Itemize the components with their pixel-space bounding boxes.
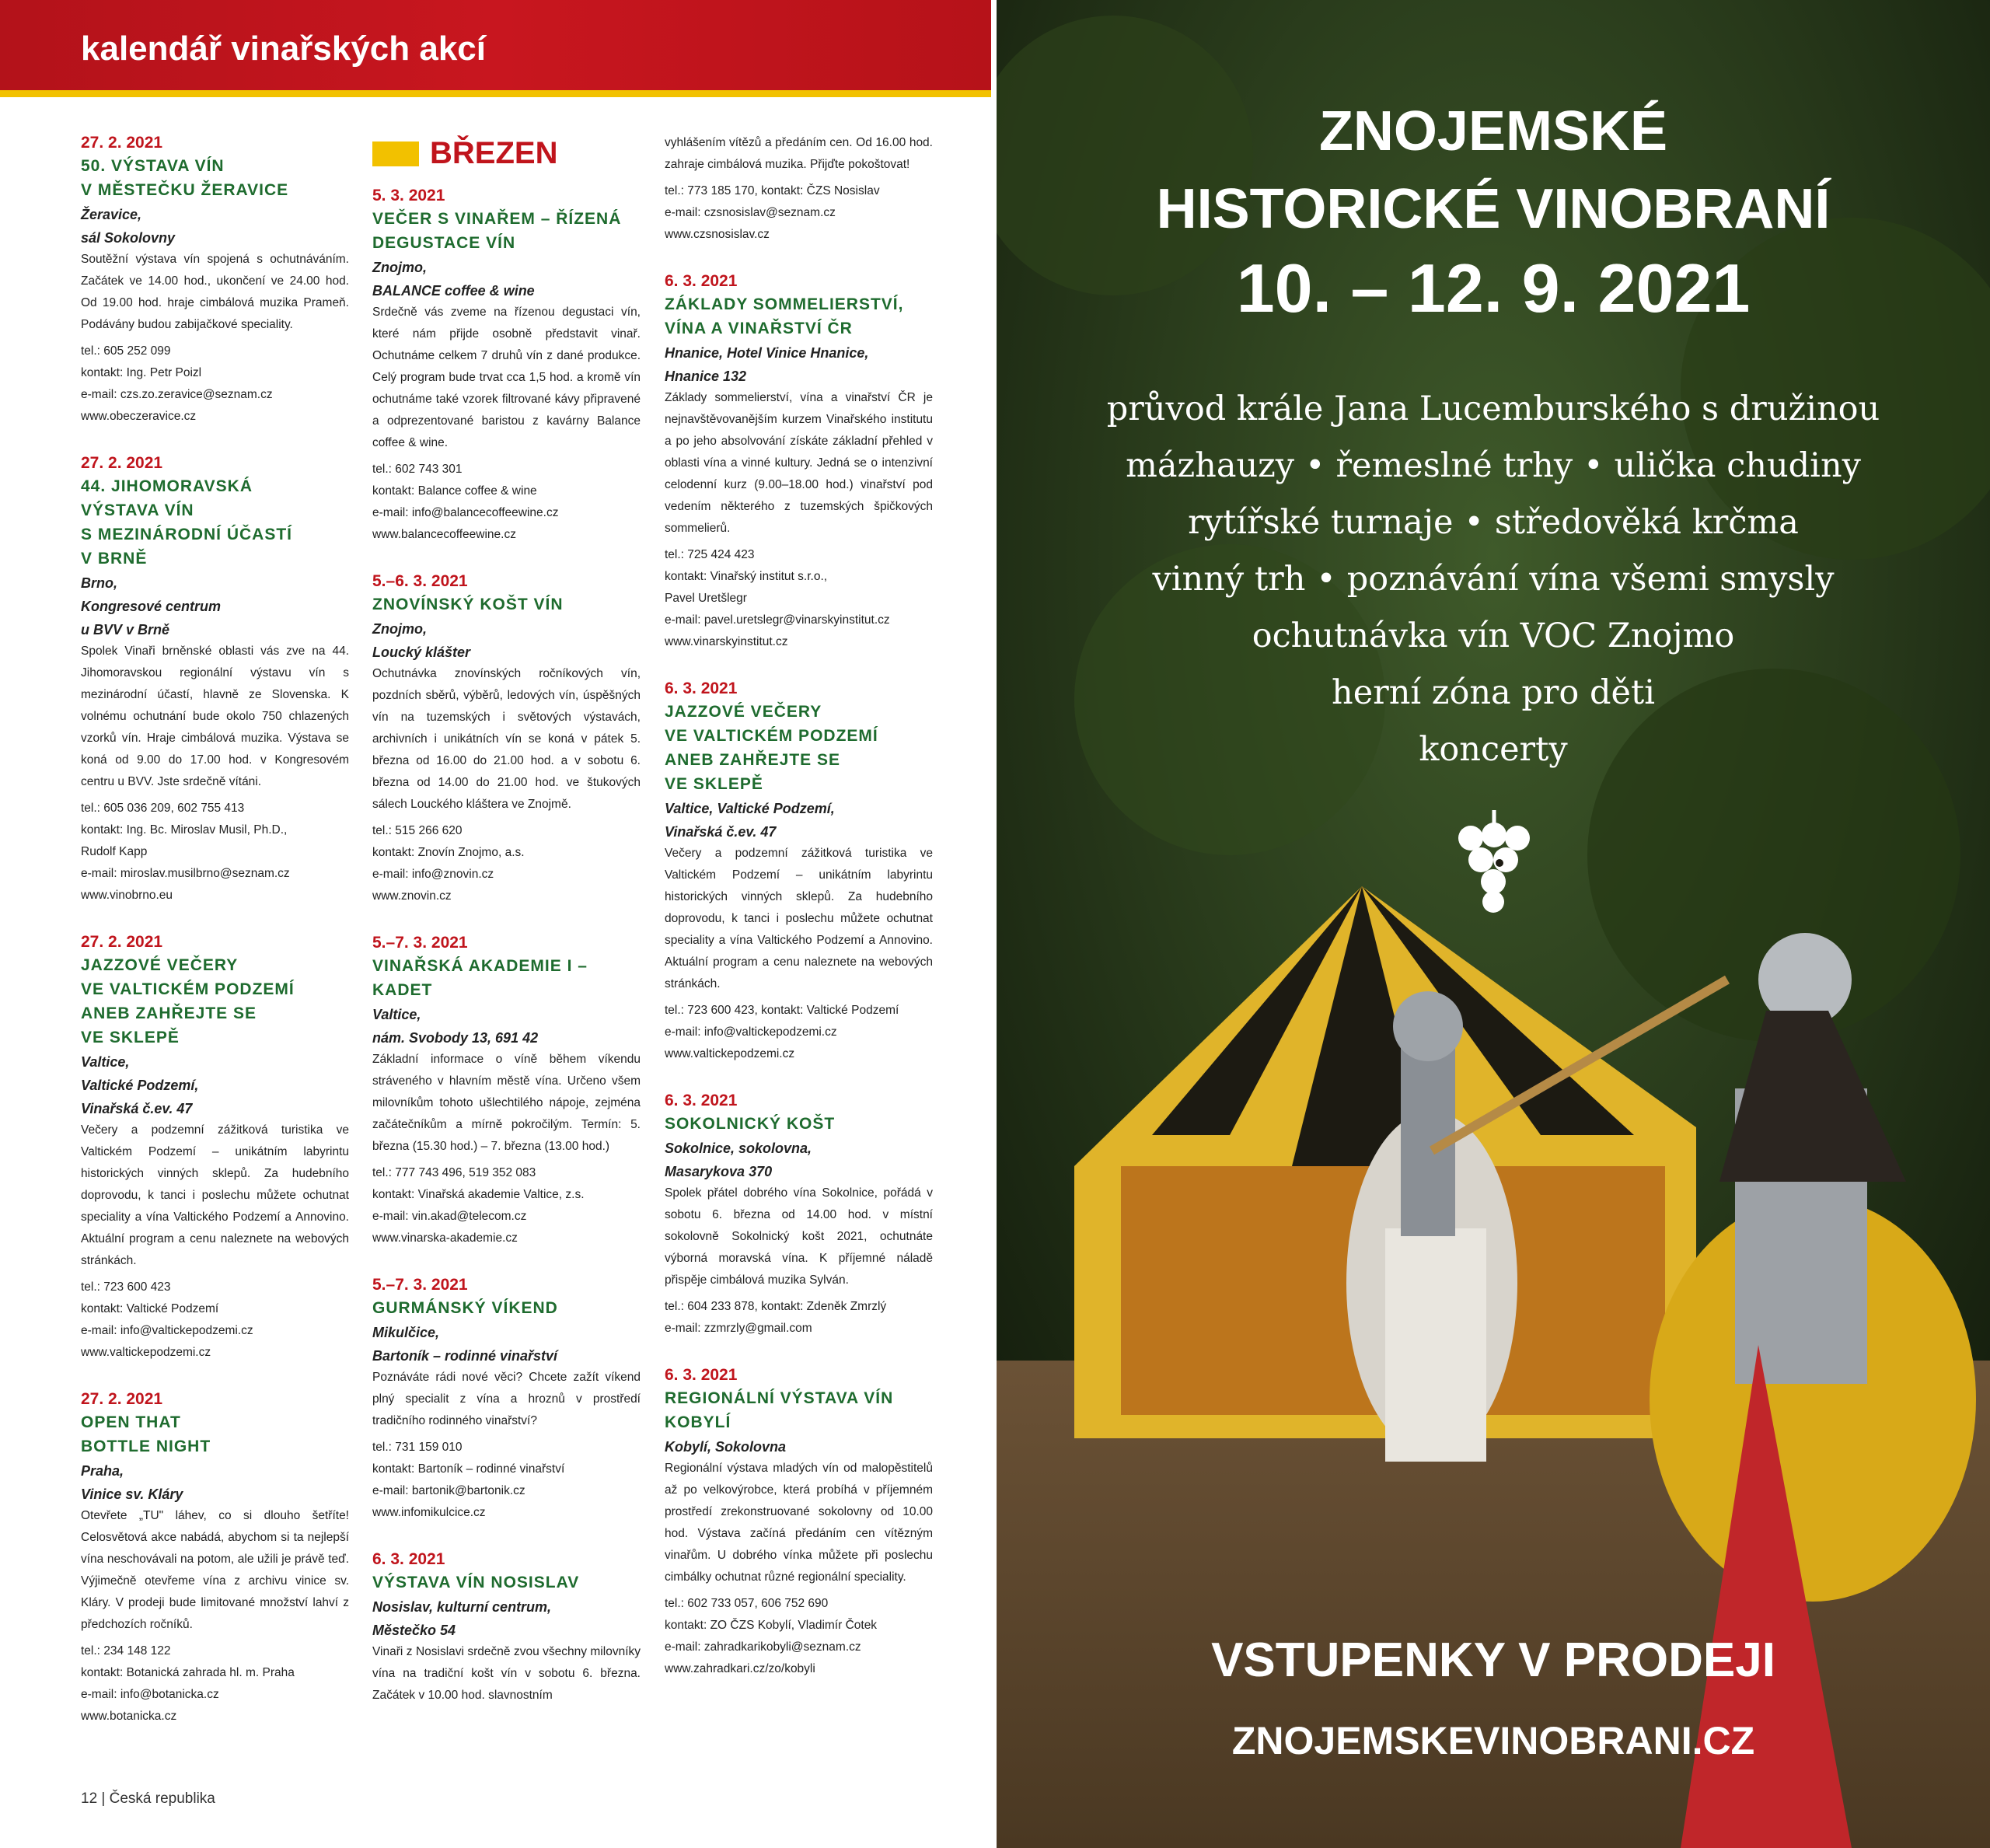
contact-line: kontakt: Znovín Znojmo, a.s.	[372, 846, 525, 859]
feature-line	[997, 438, 1990, 494]
month-heading	[372, 136, 641, 171]
event-title: DEGUSTACE VÍN	[372, 234, 516, 252]
event-title: ZÁKLADY SOMMELIERSTVÍ,	[665, 295, 904, 313]
event-venue: Valtické Podzemí,	[81, 1078, 199, 1093]
event-venue: Nosislav, kulturní centrum,	[372, 1599, 552, 1615]
event-contact	[665, 1296, 933, 1340]
separator-dot: •	[1305, 446, 1325, 485]
event-title: BOTTLE NIGHT	[81, 1438, 211, 1455]
contact-line: tel.: 234 148 122	[81, 1644, 171, 1658]
contact-link[interactable]: www.valtickepodzemi.cz	[81, 1346, 211, 1359]
contact-link[interactable]: e-mail: zzmrzly@gmail.com	[665, 1322, 812, 1335]
event-title: KOBYLÍ	[665, 1413, 731, 1431]
event-venue: Valtice,	[81, 1054, 130, 1070]
website-link[interactable]: ZNOJEMSKEVINOBRANI.CZ	[1231, 1719, 1755, 1762]
event-title: VÝSTAVA VÍN	[81, 501, 194, 519]
event-venue: Znojmo,	[372, 260, 427, 275]
event-item	[372, 1274, 641, 1524]
contact-line: tel.: 602 743 301	[372, 463, 463, 476]
event-description: Večery a podzemní zážitková turistika ve Valtickém Podzemí – unikátním labyrintu historických vinných sklepů. Za hudebního doprovodu, k tanci i poslechu můžete ochutnat speciality a vína Valtického Podzemí a Annovino. Aktuální program a cenu naleznete na webových stránkách.	[81, 1123, 349, 1267]
event-item	[372, 185, 641, 546]
contact-line: tel.: 605 036 209, 602 755 413	[81, 802, 245, 815]
calendar-column-2	[372, 132, 641, 1731]
event-date: 27. 2. 2021	[81, 933, 163, 951]
contact-line: kontakt: Vinařský institut s.r.o.,	[665, 570, 828, 583]
event-venue: Bartoník – rodinné vinařství	[372, 1348, 558, 1364]
grape-icon	[1451, 809, 1537, 917]
event-title: ZNOVÍNSKÝ KOŠT VÍN	[372, 596, 564, 613]
contact-line: tel.: 773 185 170, kontakt: ČZS Nosislav	[665, 184, 880, 197]
event-contact	[372, 1162, 641, 1249]
event-title: VEČER S VINAŘEM – ŘÍZENÁ	[372, 210, 622, 228]
contact-line: kontakt: Ing. Petr Poizl	[81, 366, 202, 379]
contact-link[interactable]: www.znovin.cz	[372, 889, 452, 903]
section-title: kalendář vinařských akcí	[81, 30, 486, 68]
contact-link[interactable]: e-mail: info@botanicka.cz	[81, 1688, 219, 1701]
contact-link[interactable]: www.vinobrno.eu	[81, 889, 173, 902]
event-item	[81, 931, 349, 1364]
contact-link[interactable]: www.zahradkari.cz/zo/kobyli	[665, 1662, 815, 1675]
event-contact	[81, 341, 349, 428]
event-contact	[81, 798, 349, 907]
event-continuation	[665, 132, 933, 246]
event-venue: Brno,	[81, 575, 117, 591]
contact-line: tel.: 602 733 057, 606 752 690	[665, 1597, 829, 1610]
event-description: Spolek Vinaři brněnské oblasti vás zve na 44. Jihomoravskou regionální výstavu vín s mezinárodní účastí, hlavně ze Slovenska. K volnému ochutnání bude okolo 750 chlazených vzorků vín. Hraje cimbálová muzika. Výstava se koná od 9.00 do 17.00 hod. v Kongresovém centru u BVV. Jste srdečně vítáni.	[81, 645, 349, 788]
event-venue: Hnanice 132	[665, 369, 747, 384]
contact-link[interactable]: e-mail: info@balancecoffeewine.cz	[372, 506, 559, 519]
event-date: 6. 3. 2021	[665, 272, 738, 290]
event-description: Večery a podzemní zážitková turistika ve Valtickém Podzemí – unikátním labyrintu historických vinných sklepů. Za hudebního doprovodu, k tanci i poslechu můžete ochutnat speciality a vína Valtického Podzemí a Annovino. Aktuální program a cenu naleznete na webových stránkách.	[665, 847, 933, 990]
event-item	[81, 452, 349, 907]
contact-link[interactable]: e-mail: vin.akad@telecom.cz	[372, 1210, 527, 1223]
contact-link[interactable]: e-mail: czs.zo.zeravice@seznam.cz	[81, 388, 273, 401]
month-marker	[372, 141, 419, 166]
event-date: 5.–6. 3. 2021	[372, 572, 468, 590]
contact-line: kontakt: ZO ČZS Kobylí, Vladimír Čotek	[665, 1619, 878, 1632]
contact-link[interactable]: www.vinarska-akademie.cz	[372, 1231, 518, 1245]
feature-line	[997, 721, 1990, 778]
poster-title-line-1: ZNOJEMSKÉ	[1318, 100, 1668, 162]
event-title: VE VALTICKÉM PODZEMÍ	[81, 980, 295, 998]
feature-item: průvod krále Jana Lucemburského s družinou	[1106, 390, 1880, 428]
feature-line	[997, 665, 1990, 721]
contact-link[interactable]: www.czsnosislav.cz	[665, 228, 770, 241]
contact-link[interactable]: e-mail: info@valtickepodzemi.cz	[81, 1324, 253, 1337]
event-contact	[81, 1640, 349, 1727]
contact-link[interactable]: www.valtickepodzemi.cz	[665, 1047, 795, 1060]
event-description: Regionální výstava mladých vín od malopěstitelů až po velkovýrobce, která probíhá v příjemném prostředí zrekonstruované sokolovny od 10.00 hod. Výstava začíná předáním cen vítězným vinařům. U dobrého vínka můžete při poslechu cimbálky ochutnat různé regionální speciality.	[665, 1462, 933, 1584]
event-description: Základní informace o víně během víkendu stráveného v hlavním městě vína. Určeno všem milovníkům tohoto ušlechtilého nápoje, zejména začátečníkům a mírně pokročilým. Termín: 5. března (15.30 hod.) – 7. března (13.00 hod.)	[372, 1053, 641, 1153]
contact-line: kontakt: Valtické Podzemí	[81, 1302, 219, 1315]
event-venue: Loucký klášter	[372, 645, 471, 660]
event-venue: Praha,	[81, 1463, 124, 1479]
contact-line: kontakt: Bartoník – rodinné vinařství	[372, 1462, 565, 1476]
event-item	[665, 678, 933, 1065]
event-item	[81, 132, 349, 428]
tickets-banner: VSTUPENKY V PRODEJI	[1211, 1633, 1775, 1687]
calendar-column-1	[81, 132, 349, 1752]
contact-link[interactable]: e-mail: bartonik@bartonik.cz	[372, 1484, 525, 1497]
event-item	[665, 1090, 933, 1340]
event-item	[665, 271, 933, 653]
event-contact	[372, 459, 641, 546]
event-venue: Sokolnice, sokolovna,	[665, 1141, 812, 1156]
feature-item: rytířské turnaje	[1188, 503, 1454, 542]
feature-item: herní zóna pro děti	[1332, 673, 1655, 712]
event-venue: Znojmo,	[372, 621, 427, 637]
header-stripe	[0, 90, 991, 97]
event-contact	[81, 1277, 349, 1364]
event-title: SOKOLNICKÝ KOŠT	[665, 1115, 836, 1133]
feature-item: koncerty	[1419, 730, 1568, 769]
contact-link[interactable]: www.balancecoffeewine.cz	[372, 528, 516, 541]
event-venue: nám. Svobody 13, 691 42	[372, 1030, 539, 1046]
feature-item: vinný trh	[1152, 560, 1306, 599]
event-description: Ochutnávka znovínských ročníkových vín, pozdních sběrů, výběrů, ledových vín, úspěšných vín na tuzemských i světových výstavách, archivních i unikátních vín se koná v pátek 5. března od 16.00 do 21.00 hod. a v sobotu 6. března od 14.00 do 21.00 hod. ve štukových sálech Louckého kláštera ve Znojmě.	[372, 667, 641, 811]
contact-line: kontakt: Balance coffee & wine	[372, 484, 537, 498]
contact-line: kontakt: Ing. Bc. Miroslav Musil, Ph.D.,	[81, 823, 288, 837]
contact-link[interactable]: e-mail: miroslav.musilbrno@seznam.cz	[81, 867, 290, 880]
event-date: 5.–7. 3. 2021	[372, 934, 468, 952]
event-description: Soutěžní výstava vín spojená s ochutnáváním. Začátek ve 14.00 hod., ukončení ve 24.00 hod. Od 19.00 hod. hraje cimbálová muzika Prameň. Podávány budou zabijačkové speciality.	[81, 253, 349, 331]
event-venue: BALANCE coffee & wine	[372, 283, 535, 299]
separator-dot: •	[1464, 503, 1484, 542]
feature-item: řemeslné trhy	[1335, 446, 1573, 485]
feature-line	[997, 494, 1990, 551]
event-date: 27. 2. 2021	[81, 1390, 163, 1408]
event-title: JAZZOVÉ VEČERY	[665, 703, 822, 721]
feature-item: ulička chudiny	[1614, 446, 1861, 485]
event-title: GURMÁNSKÝ VÍKEND	[372, 1299, 558, 1317]
poster-title-line-2: HISTORICKÉ VINOBRANÍ	[1156, 178, 1831, 240]
event-date: 27. 2. 2021	[81, 134, 163, 152]
contact-line: tel.: 723 600 423, kontakt: Valtické Podzemí	[665, 1004, 899, 1017]
contact-line: kontakt: Vinařská akademie Valtice, z.s.	[372, 1188, 585, 1201]
contact-link[interactable]: www.obeczeravice.cz	[81, 410, 197, 423]
event-title: 44. JIHOMORAVSKÁ	[81, 477, 253, 495]
contact-line: Rudolf Kapp	[81, 845, 148, 858]
event-venue: Kongresové centrum	[81, 599, 222, 614]
contact-line: Pavel Uretšlegr	[665, 592, 747, 605]
header-banner	[0, 0, 991, 97]
event-title: V BRNĚ	[81, 550, 148, 568]
contact-link[interactable]: e-mail: info@znovin.cz	[372, 868, 494, 881]
event-contact	[665, 1593, 933, 1680]
event-item	[665, 1364, 933, 1680]
feature-line	[997, 608, 1990, 665]
event-title: S MEZINÁRODNÍ ÚČASTÍ	[81, 526, 292, 543]
event-description: Poznáváte rádi nové věci? Chcete zažít víkend plný specialit z vína a hroznů v prostředí tradičního rodinného vinařství?	[372, 1371, 641, 1427]
event-description: Otevřete „TU" láhev, co si dlouho šetříte! Celosvětová akce nabádá, abychom si ta nejlepší vína neschovávali na potom, ale užili je právě teď. Výjimečně otevřeme vína z archivu vinice sv. Kláry. V prodeji bude limitované množství lahví z předchozích ročníků.	[81, 1509, 349, 1631]
event-venue: Mikulčice,	[372, 1325, 440, 1340]
poster-features	[997, 381, 1990, 778]
page-footer: 12 | Česká republika	[81, 1790, 215, 1807]
contact-line: tel.: 604 233 878, kontakt: Zdeněk Zmrzlý	[665, 1300, 887, 1313]
event-venue: Vinice sv. Kláry	[81, 1486, 183, 1502]
contact-line: kontakt: Botanická zahrada hl. m. Praha	[81, 1666, 295, 1679]
event-title: KADET	[372, 981, 433, 999]
contact-line: tel.: 777 743 496, 519 352 083	[372, 1166, 536, 1179]
feature-line	[997, 551, 1990, 608]
event-description: Vinaři z Nosislavi srdečně zvou všechny milovníky vína na tradiční košt vín v sobotu 6. března. Začátek v 10.00 hod. slavnostním	[372, 1645, 641, 1702]
event-title: 50. VÝSTAVA VÍN	[81, 157, 225, 175]
contact-link[interactable]: e-mail: info@valtickepodzemi.cz	[665, 1025, 837, 1039]
event-venue: Valtice,	[372, 1007, 421, 1022]
event-venue: Masarykova 370	[665, 1164, 773, 1179]
event-title: V MĚSTEČKU ŽERAVICE	[81, 181, 289, 199]
contact-link[interactable]: www.vinarskyinstitut.cz	[665, 635, 788, 648]
contact-line: tel.: 515 266 620	[372, 824, 463, 837]
event-item	[372, 932, 641, 1249]
event-poster	[997, 0, 1990, 1848]
event-date: 27. 2. 2021	[81, 454, 163, 472]
event-description: vyhlášením vítězů a předáním cen. Od 16.00 hod. zahraje cimbálová muzika. Přijďte pokoštovat!	[665, 136, 933, 171]
feature-item: mázhauzy	[1126, 446, 1295, 485]
event-title: VE SKLEPĚ	[81, 1029, 180, 1046]
event-contact	[665, 1000, 933, 1065]
event-venue: Vinařská č.ev. 47	[81, 1101, 193, 1116]
event-date: 6. 3. 2021	[665, 1366, 738, 1384]
calendar-column-3	[665, 132, 933, 1705]
event-contact	[372, 1437, 641, 1524]
calendar-columns	[0, 132, 991, 1726]
event-title: VINAŘSKÁ AKADEMIE I –	[372, 957, 588, 975]
event-venue: sál Sokolovny	[81, 230, 176, 246]
separator-dot: •	[1316, 560, 1336, 599]
event-title: JAZZOVÉ VEČERY	[81, 956, 239, 974]
contact-line: tel.: 731 159 010	[372, 1441, 463, 1454]
month-label: BŘEZEN	[430, 136, 558, 170]
event-title: VÝSTAVA VÍN NOSISLAV	[372, 1574, 580, 1591]
event-date: 5. 3. 2021	[372, 187, 445, 204]
contact-line: tel.: 725 424 423	[665, 548, 755, 561]
separator-dot: •	[1583, 446, 1604, 485]
event-title: ANEB ZAHŘEJTE SE	[665, 751, 841, 769]
feature-item: poznávání vína všemi smysly	[1346, 560, 1835, 599]
event-contact	[372, 820, 641, 907]
contact-link[interactable]: e-mail: pavel.uretslegr@vinarskyinstitut.cz	[665, 613, 890, 627]
event-venue: Hnanice, Hotel Vinice Hnanice,	[665, 345, 869, 361]
event-venue: Valtice, Valtické Podzemí,	[665, 801, 835, 816]
event-title: ANEB ZAHŘEJTE SE	[81, 1004, 257, 1022]
event-title: REGIONÁLNÍ VÝSTAVA VÍN	[665, 1389, 894, 1407]
event-date: 6. 3. 2021	[665, 1092, 738, 1109]
event-item	[372, 571, 641, 907]
feature-item: středověká krčma	[1494, 503, 1799, 542]
event-title: VÍNA A VINAŘSTVÍ ČR	[665, 320, 853, 337]
event-item	[81, 1389, 349, 1727]
contact-link[interactable]: e-mail: zahradkarikobyli@seznam.cz	[665, 1640, 861, 1654]
event-title: VE SKLEPĚ	[665, 775, 763, 793]
event-date: 6. 3. 2021	[665, 679, 738, 697]
event-item	[372, 1549, 641, 1707]
event-title: VE VALTICKÉM PODZEMÍ	[665, 727, 878, 745]
poster-dates: 10. – 12. 9. 2021	[1236, 250, 1751, 327]
event-venue: Kobylí, Sokolovna	[665, 1439, 787, 1455]
contact-line: tel.: 605 252 099	[81, 344, 171, 358]
feature-line	[997, 381, 1990, 438]
event-date: 6. 3. 2021	[372, 1550, 445, 1568]
contact-link[interactable]: www.botanicka.cz	[81, 1710, 177, 1723]
event-date: 5.–7. 3. 2021	[372, 1276, 468, 1294]
event-venue: Žeravice,	[81, 207, 142, 222]
contact-line: tel.: 723 600 423	[81, 1280, 171, 1294]
event-description: Spolek přátel dobrého vína Sokolnice, pořádá v sobotu 6. března od 14.00 hod. v místní sokolovně Sokolnický košt 2021, ochutnáte výborná moravská vína. K příjemné náladě přispěje cimbálová muzika Sylván.	[665, 1186, 933, 1287]
event-venue: u BVV v Brně	[81, 622, 170, 638]
event-contact	[665, 180, 933, 246]
event-description: Srdečně vás zveme na řízenou degustaci vín, které nám přijde osobně představit vinař. Ochutnáme celkem 7 druhů vín z dané produkce. Celý program bude trvat cca 1,5 hod. a kromě vín ochutnáme také vzorek filtrované kávy připravené a odprezentované baristou z kavárny Balance coffee & wine.	[372, 306, 641, 449]
event-description: Základy sommelierství, vína a vinařství ČR je nejnavštěvovanějším kurzem Vinařského institutu a po jeho absolvování získáte základní přehled v oblasti vína a vinné kultury. Jedná se o intenzivní celodenní kurz (9.00–18.00 hod.) vinařství pod vedením některého z tuzemských špičkových sommelierů.	[665, 391, 933, 535]
contact-link[interactable]: e-mail: czsnosislav@seznam.cz	[665, 206, 836, 219]
event-contact	[665, 544, 933, 653]
event-venue: Městečko 54	[372, 1623, 456, 1638]
event-venue: Vinařská č.ev. 47	[665, 824, 777, 840]
feature-item: ochutnávka vín VOC Znojmo	[1252, 617, 1735, 655]
event-title: OPEN THAT	[81, 1413, 181, 1431]
contact-link[interactable]: www.infomikulcice.cz	[372, 1506, 486, 1519]
